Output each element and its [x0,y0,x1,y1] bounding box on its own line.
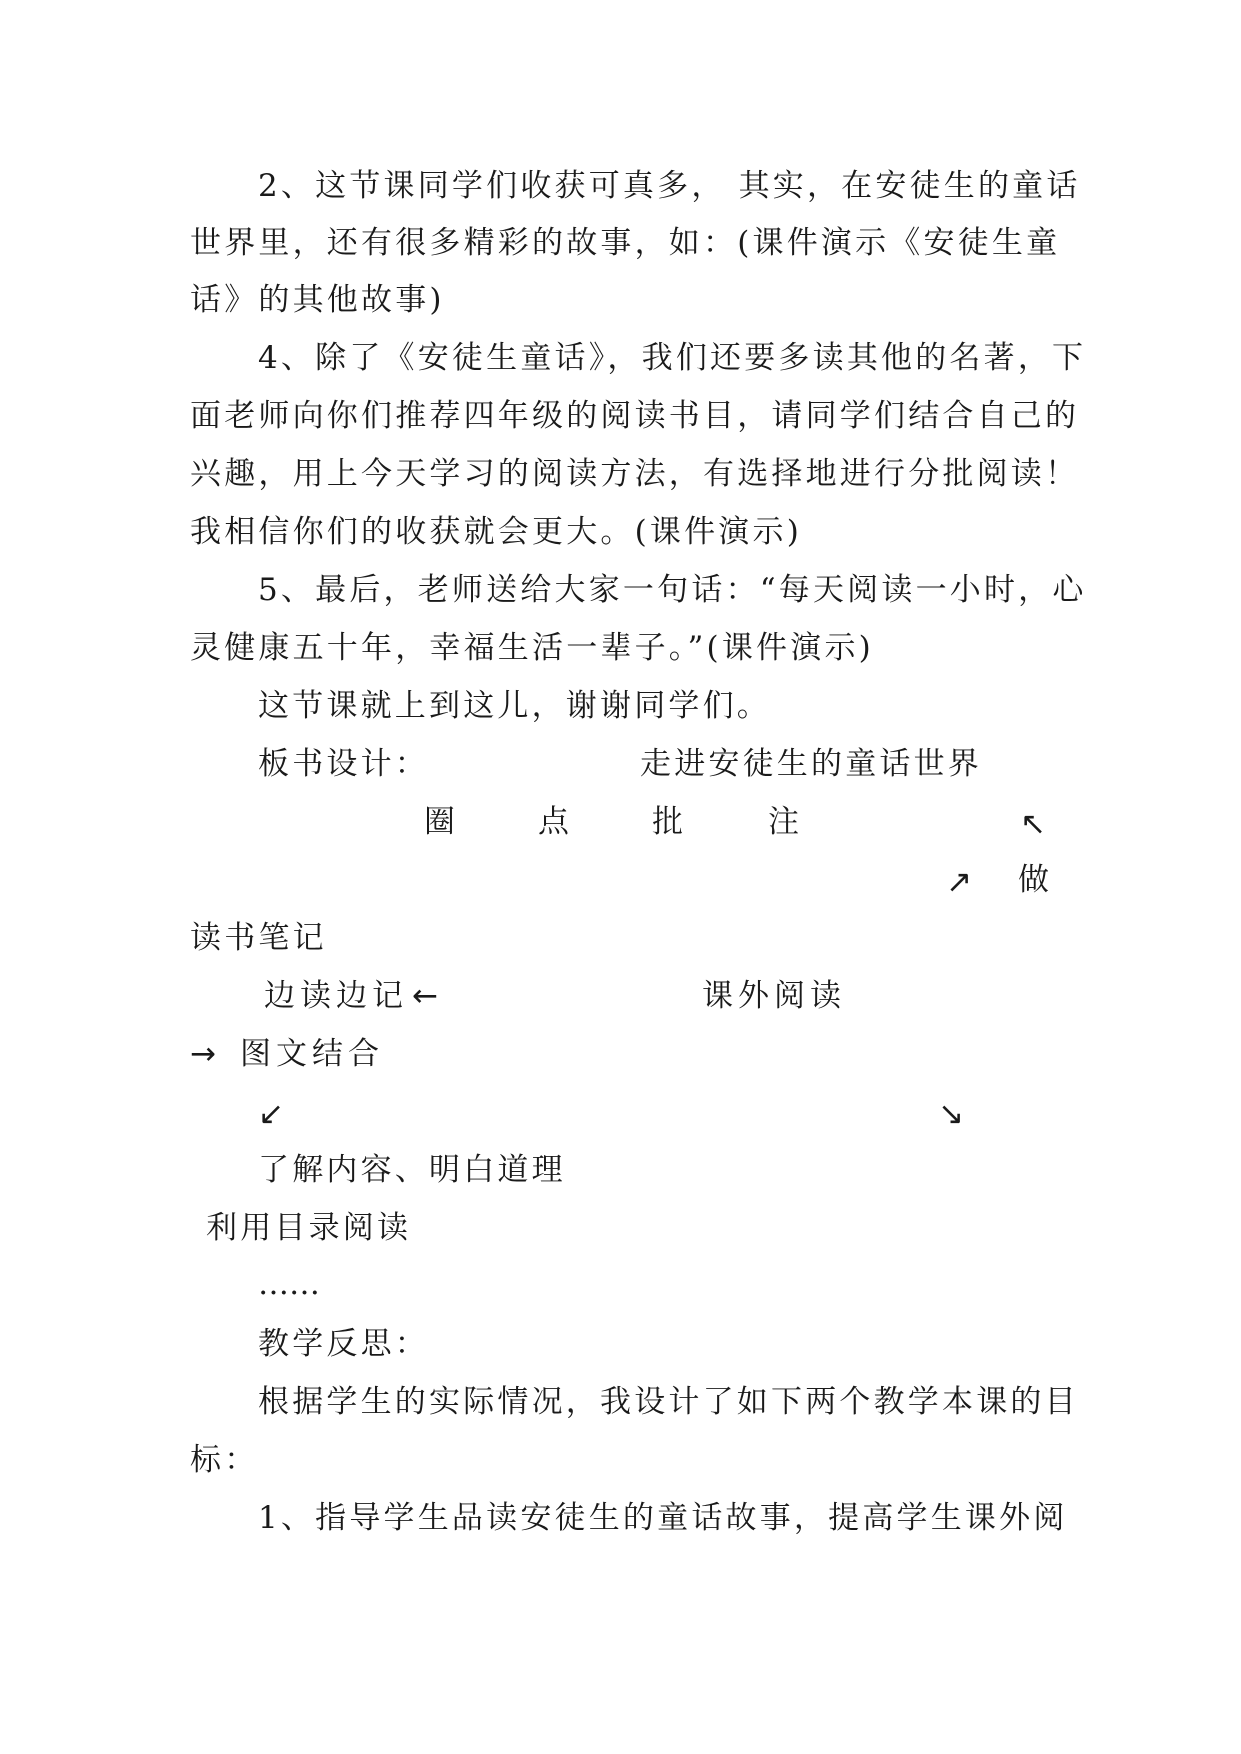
board-design-label: 板书设计： [258,746,429,782]
board-zuo: 做 [1018,862,1049,898]
method-dot: 点 [538,804,569,840]
reflection-intro-line-2: 标： [190,1442,259,1478]
board-extracurricular: 课外阅读 [702,978,846,1014]
paragraph-2-line-3: 话》的其他故事) [190,282,445,318]
method-annotate: 注 [768,804,799,840]
paragraph-4-line-2: 面老师向你们推荐四年级的阅读书目，请同学们结合自己的 [190,398,1080,434]
board-ellipsis: …… [258,1266,320,1302]
method-comment: 批 [652,804,683,840]
paragraph-4-line-1: 4、除了《安徒生童话》，我们还要多读其他的名著，下 [258,340,1087,376]
paragraph-5-line-1: 5、最后，老师送给大家一句话：“每天阅读一小时，心 [258,572,1087,608]
paragraph-2-line-2: 世界里，还有很多精彩的故事，如：(课件演示《安徒生童 [190,225,1061,261]
reflection-intro-line-1: 根据学生的实际情况，我设计了如下两个教学本课的目 [258,1384,1079,1420]
paragraph-2-line-1: 2、这节课同学们收获可真多， 其实，在安徒生的童话 [258,168,1081,204]
reflection-heading: 教学反思： [258,1326,429,1362]
arrow-up-right-icon: ↗ [946,864,972,900]
board-read-and-note: 边读边记 [264,978,408,1014]
arrow-down-left-icon: ↙ [258,1096,284,1132]
board-reading-notes: 读书笔记 [190,920,327,956]
board-title: 走进安徒生的童话世界 [640,746,982,782]
paragraph-4-line-4: 我相信你们的收获就会更大。(课件演示) [190,514,802,550]
paragraph-4-line-3: 兴趣，用上今天学习的阅读方法，有选择地进行分批阅读！ [190,456,1080,492]
board-toc-reading: 利用目录阅读 [206,1210,412,1246]
method-circle: 圈 [424,804,455,840]
board-understand: 了解内容、明白道理 [258,1152,566,1188]
board-text-image: 图文结合 [240,1036,384,1072]
paragraph-5-line-2: 灵健康五十年，幸福生活一辈子。”(课件演示) [190,630,874,666]
reflection-goal-1: 1、指导学生品读安徒生的童话故事，提高学生课外阅 [258,1500,1068,1536]
arrow-down-right-icon: ↘ [938,1096,964,1132]
arrow-left-icon: ← [412,978,438,1014]
closing-line: 这节课就上到这儿，谢谢同学们。 [258,688,771,724]
arrow-right-icon: → [190,1036,216,1072]
arrow-up-left-icon: ↖ [1020,806,1046,842]
